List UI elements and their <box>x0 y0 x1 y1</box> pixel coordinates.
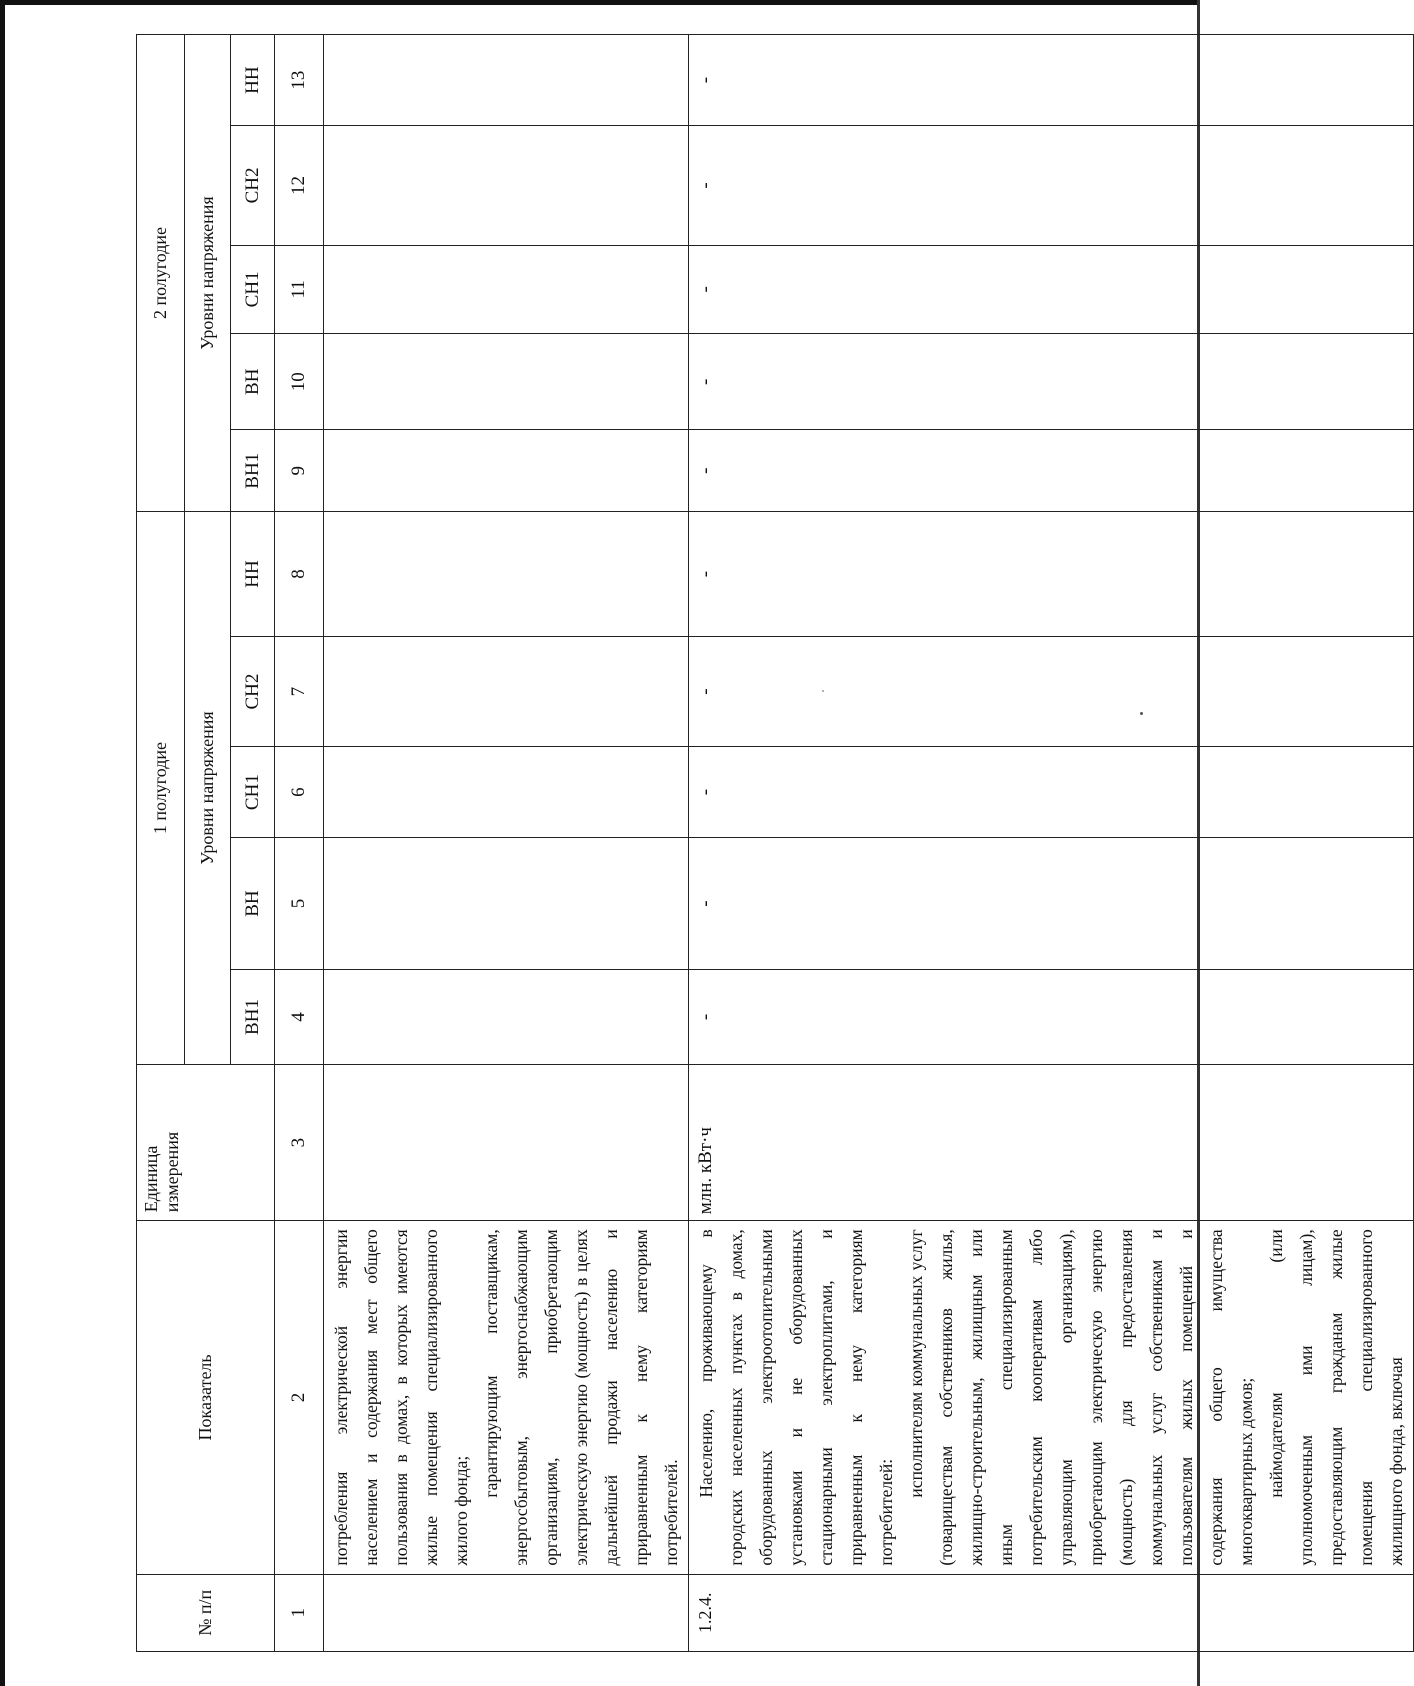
description-paragraph: Населению, проживающему в городских населенных пунктах в домах, оборудованных электроотопительными установками и не оборудованных стационарными электроплитами, и приравненным к нему категориям потребителей: <box>696 1229 896 1566</box>
column-number: 2 <box>275 1221 324 1574</box>
level-header-vn1: ВН1 <box>231 430 275 512</box>
level-header-vn: ВН <box>231 838 275 970</box>
row-unit: млн. кВт·ч <box>689 1065 1414 1221</box>
description-paragraph: гарантирующим поставщикам, энергосбытовым, энергоснабжающим организациям, приобретающим электрическую энергию (мощность) в целях дальнейшей продажи населению и приравненным к нему категориям потребителей. <box>481 1229 681 1566</box>
level-header-sn1: СН1 <box>231 747 275 838</box>
level-header-nn: НН <box>231 35 275 126</box>
row-value <box>324 969 689 1064</box>
row-value <box>324 245 689 333</box>
row-value <box>324 838 689 970</box>
column-number: 11 <box>275 245 324 333</box>
row-value <box>324 637 689 747</box>
column-number: 10 <box>275 334 324 430</box>
row-value <box>324 430 689 512</box>
level-header-sn1: СН1 <box>231 245 275 333</box>
rotated-table-container <box>136 34 1406 1652</box>
half2-header: 2 полугодие <box>137 35 185 512</box>
row-unit <box>324 1065 689 1221</box>
description-paragraph: наймодателям (или уполномоченным ими лицам), предоставляющим гражданам жилые помещения специализированного жилищного фонда, включая <box>1266 1229 1406 1566</box>
half1-header: 1 полугодие <box>137 512 185 1065</box>
column-number: 1 <box>275 1574 324 1651</box>
tariff-table <box>136 34 1414 1652</box>
header-row-1 <box>137 35 185 1652</box>
table-row <box>324 35 689 1652</box>
table-row <box>689 35 1414 1652</box>
row-value: - <box>689 430 1414 512</box>
column-number: 4 <box>275 969 324 1064</box>
col-num-header: № п/п <box>137 1574 275 1651</box>
row-value: - <box>689 35 1414 126</box>
level-header-vn1: ВН1 <box>231 969 275 1064</box>
scan-edge-top <box>0 0 1200 5</box>
row-value: - <box>689 838 1414 970</box>
description-paragraph: исполнителям коммунальных услуг (товариществам собственников жилья, жилищно-строительным, жилищным или иным специализированным потребительским кооперативам либо управляющим организациям), приобретающим электрическую энергию (мощность) для предоставления коммунальных услуг собственникам и пользователям жилых помещений и содержания общего имущества многоквартирных домов; <box>906 1229 1256 1566</box>
row-value <box>324 334 689 430</box>
column-number: 7 <box>275 637 324 747</box>
description-paragraph: потребления электрической энергии населением и содержания мест общего пользования в домах, в которых имеются жилые помещения специализированного жилого фонда; <box>331 1229 471 1566</box>
row-value: - <box>689 512 1414 637</box>
column-number: 5 <box>275 838 324 970</box>
column-number: 6 <box>275 747 324 838</box>
col-indicator-header: Показатель <box>137 1221 275 1574</box>
column-number: 3 <box>275 1065 324 1221</box>
column-number: 8 <box>275 512 324 637</box>
level-header-sn2: СН2 <box>231 637 275 747</box>
row-value <box>324 747 689 838</box>
column-number: 12 <box>275 126 324 246</box>
scan-edge-left <box>0 0 5 1686</box>
row-number: 1.2.4. <box>689 1574 1414 1651</box>
col-unit-header: Единица измерения <box>137 1065 275 1221</box>
row-value: - <box>689 245 1414 333</box>
row-description <box>324 1221 689 1574</box>
row-value: - <box>689 747 1414 838</box>
level-header-nn: НН <box>231 512 275 637</box>
half1-voltage-levels-header: Уровни напряжения <box>185 512 231 1065</box>
column-number-row <box>275 35 324 1652</box>
row-value <box>324 35 689 126</box>
row-value <box>324 126 689 246</box>
level-header-sn2: СН2 <box>231 126 275 246</box>
half2-voltage-levels-header: Уровни напряжения <box>185 35 231 512</box>
row-value: - <box>689 637 1414 747</box>
row-number <box>324 1574 689 1651</box>
row-value <box>324 512 689 637</box>
row-value: - <box>689 126 1414 246</box>
level-header-vn: ВН <box>231 334 275 430</box>
row-value: - <box>689 334 1414 430</box>
row-description <box>689 1221 1414 1574</box>
column-number: 13 <box>275 35 324 126</box>
row-value: - <box>689 969 1414 1064</box>
column-number: 9 <box>275 430 324 512</box>
